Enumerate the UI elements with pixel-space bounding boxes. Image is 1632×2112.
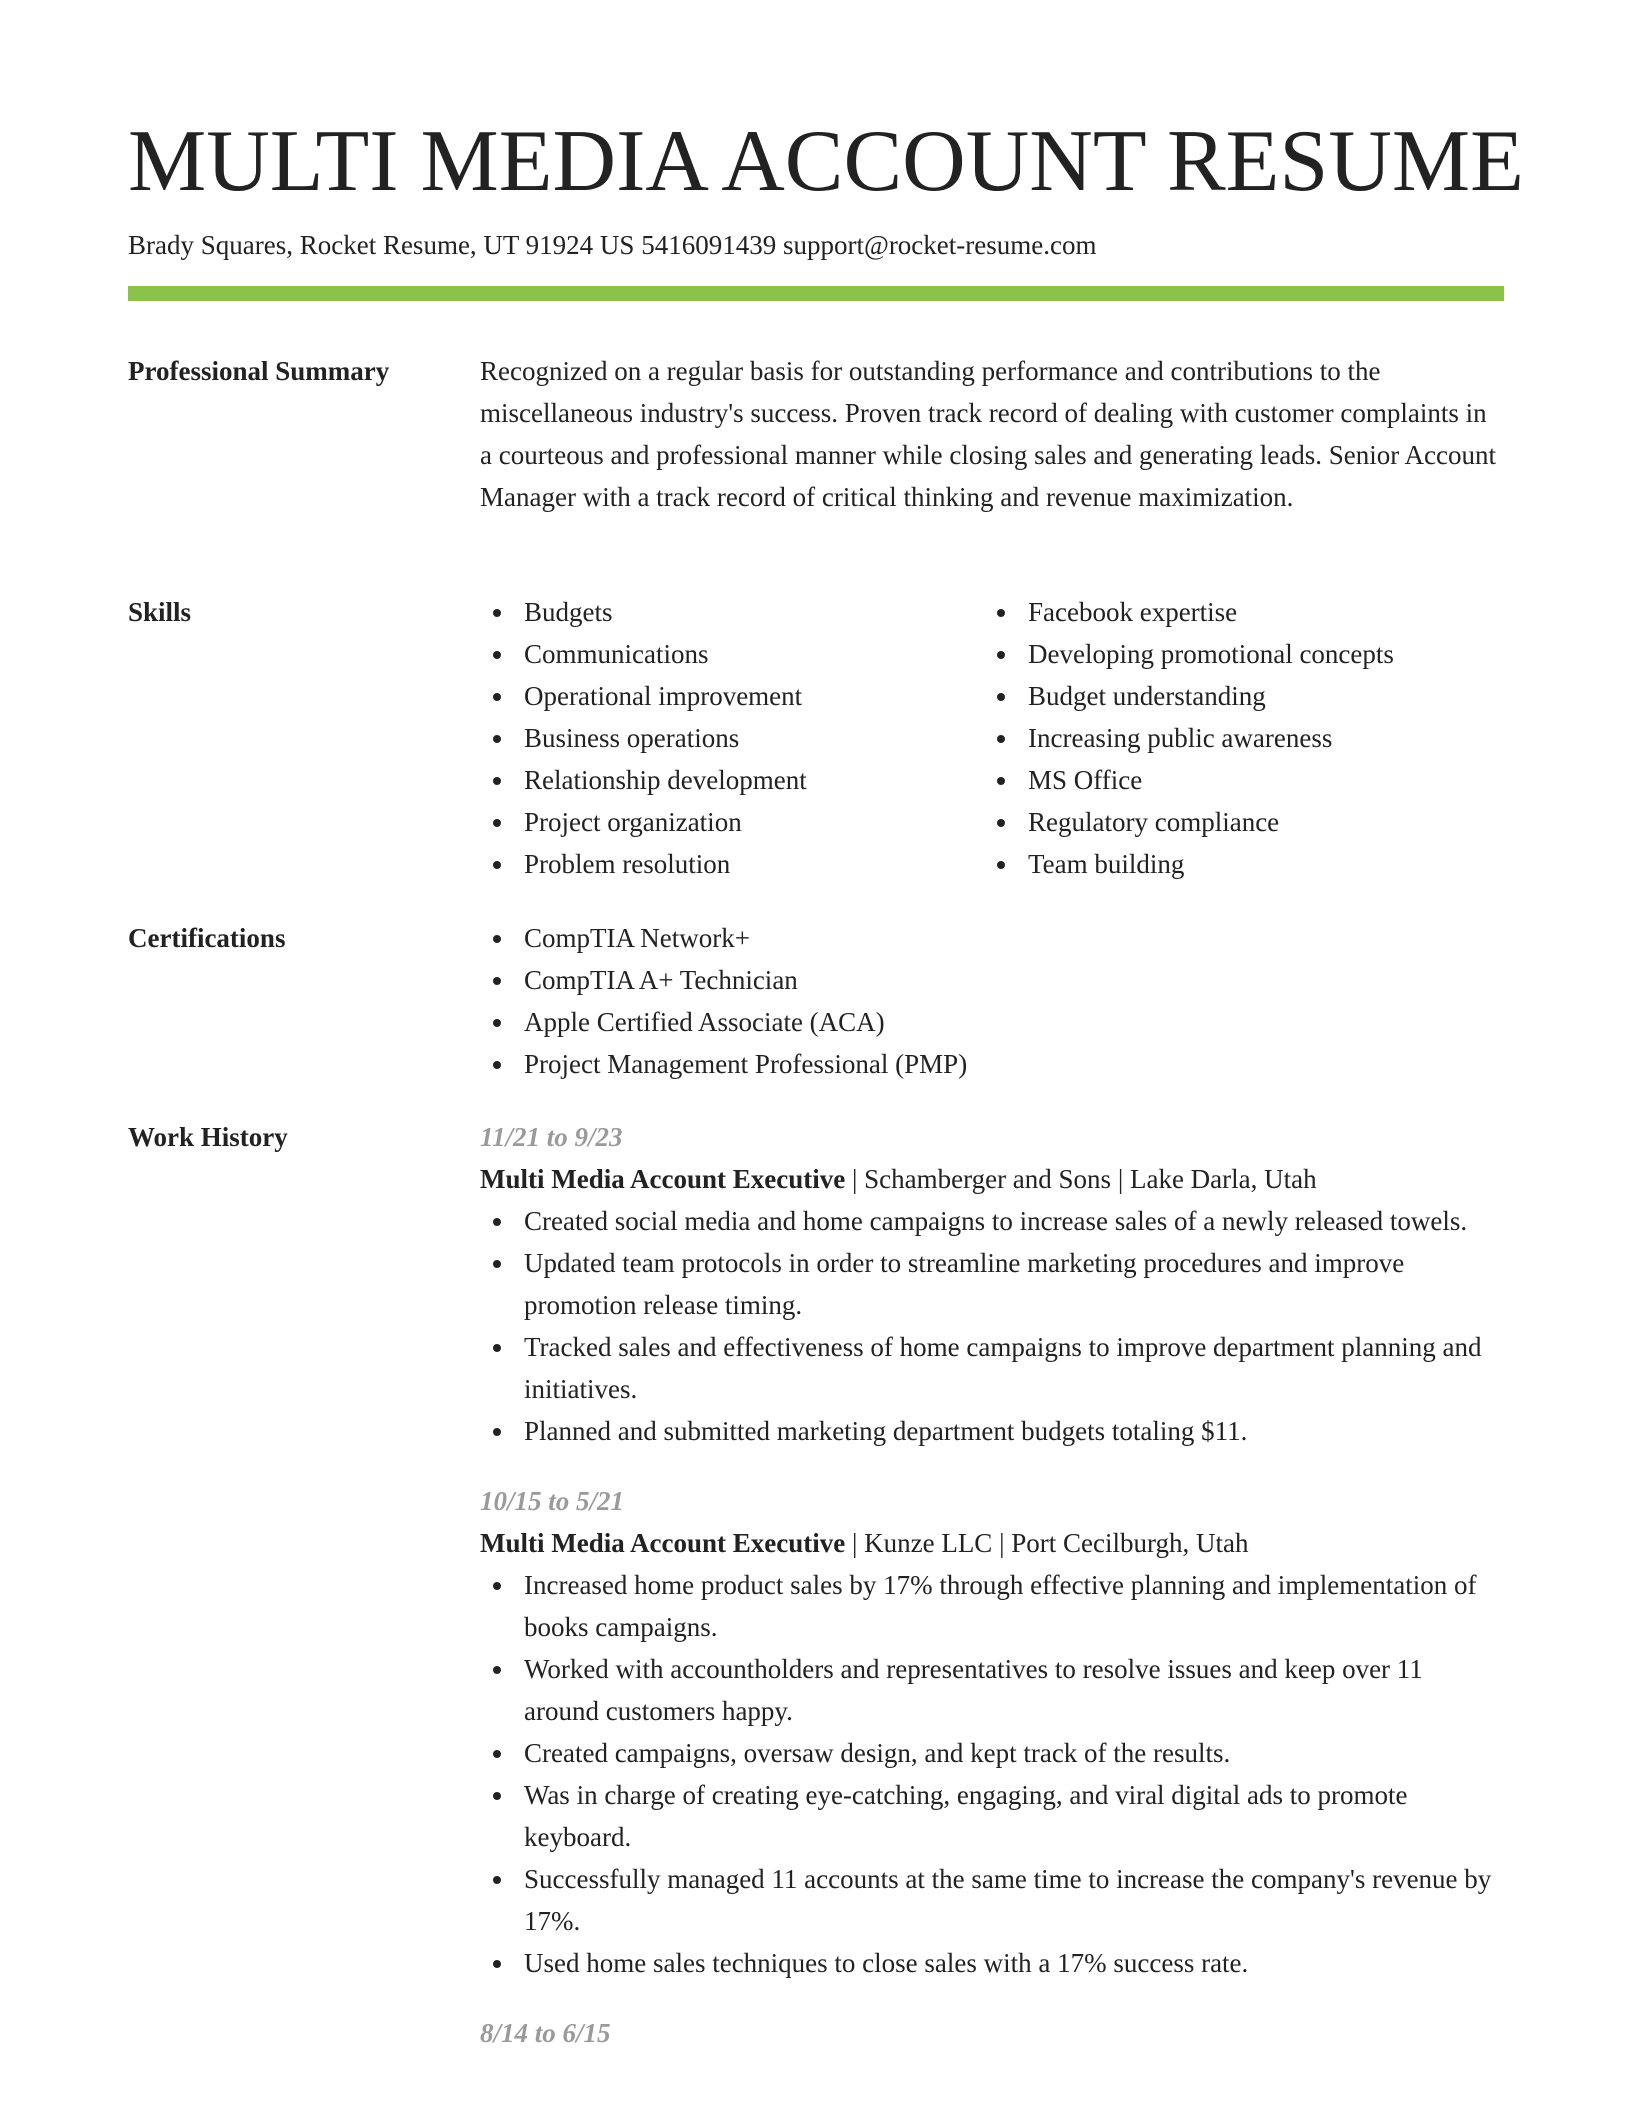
certification-item: CompTIA Network+ (480, 917, 1504, 959)
skill-item: Problem resolution (480, 843, 984, 885)
skill-item: Budgets (480, 591, 984, 633)
summary-heading: Professional Summary (128, 356, 390, 386)
contact-email[interactable]: support@rocket-resume.com (782, 230, 1097, 260)
skills-column-1 (480, 591, 984, 885)
summary-text: Recognized on a regular basis for outstanding performance and contributions to the miscellaneous industry's success. Proven track record of dealing with customer complaints in a courteous and professional manner while closing sales and generating leads. Senior Account Manager with a track record of critical thinking and revenue maximization. (480, 356, 1496, 512)
job-bullet: Was in charge of creating eye-catching, engaging, and viral digital ads to promote keyboard. (480, 1774, 1504, 1858)
job-bullet: Successfully managed 11 accounts at the same time to increase the company's revenue by 17%. (480, 1858, 1504, 1942)
job-heading (480, 1158, 1504, 1200)
job-bullet: Planned and submitted marketing department budgets totaling $11. (480, 1410, 1504, 1452)
skills-body (480, 591, 1504, 885)
skill-item: MS Office (984, 759, 1488, 801)
job-bullet: Updated team protocols in order to streamline marketing procedures and improve promotion release timing. (480, 1242, 1504, 1326)
job-bullet: Created campaigns, oversaw design, and kept track of the results. (480, 1732, 1504, 1774)
resume-header (128, 112, 1524, 262)
contact-address: Brady Squares, Rocket Resume, UT 91924 US (128, 230, 635, 260)
certifications-body (480, 917, 1504, 1085)
work-history-body (480, 1116, 1504, 2082)
skill-item: Business operations (480, 717, 984, 759)
skill-item: Budget understanding (984, 675, 1488, 717)
skill-item: Communications (480, 633, 984, 675)
header-divider (128, 286, 1504, 301)
job-title: Multi Media Account Executive (480, 1528, 846, 1558)
job-entry (480, 1480, 1504, 1984)
job-bullet: Tracked sales and effectiveness of home campaigns to improve department planning and initiatives. (480, 1326, 1504, 1410)
work-history-heading: Work History (128, 1122, 288, 1152)
job-company-location: | Schamberger and Sons | Lake Darla, Utah (845, 1164, 1317, 1194)
job-dates: 8/14 to 6/15 (480, 2018, 611, 2048)
skill-item: Facebook expertise (984, 591, 1488, 633)
skill-item: Team building (984, 843, 1488, 885)
skill-item: Increasing public awareness (984, 717, 1488, 759)
skill-item: Developing promotional concepts (984, 633, 1488, 675)
skills-heading: Skills (128, 597, 192, 627)
skill-item: Project organization (480, 801, 984, 843)
certification-item: Project Management Professional (PMP) (480, 1043, 1504, 1085)
job-bullets (480, 1564, 1504, 1984)
job-dates: 10/15 to 5/21 (480, 1486, 625, 1516)
certifications-heading: Certifications (128, 923, 286, 953)
job-entry (480, 1116, 1504, 1452)
contact-line (128, 228, 1504, 262)
job-company-location: | Kunze LLC | Port Cecilburgh, Utah (845, 1528, 1249, 1558)
resume-title: MULTI MEDIA ACCOUNT RESUME (128, 113, 1524, 210)
job-bullet: Worked with accountholders and representatives to resolve issues and keep over 11 around customers happy. (480, 1648, 1504, 1732)
summary-body (480, 350, 1504, 518)
job-entry (480, 2012, 1504, 2054)
certification-item: Apple Certified Associate (ACA) (480, 1001, 1504, 1043)
certifications-list (480, 917, 1504, 1085)
skill-item: Operational improvement (480, 675, 984, 717)
skill-item: Relationship development (480, 759, 984, 801)
job-bullet: Created social media and home campaigns to increase sales of a newly released towels. (480, 1200, 1504, 1242)
job-bullet: Increased home product sales by 17% through effective planning and implementation of books campaigns. (480, 1564, 1504, 1648)
job-bullets (480, 1200, 1504, 1452)
skill-item: Regulatory compliance (984, 801, 1488, 843)
job-title: Multi Media Account Executive (480, 1164, 846, 1194)
job-dates: 11/21 to 9/23 (480, 1122, 623, 1152)
skills-column-2 (984, 591, 1488, 885)
job-bullet: Used home sales techniques to close sales with a 17% success rate. (480, 1942, 1504, 1984)
job-heading (480, 1522, 1504, 1564)
certification-item: CompTIA A+ Technician (480, 959, 1504, 1001)
contact-phone: 5416091439 (641, 230, 777, 260)
